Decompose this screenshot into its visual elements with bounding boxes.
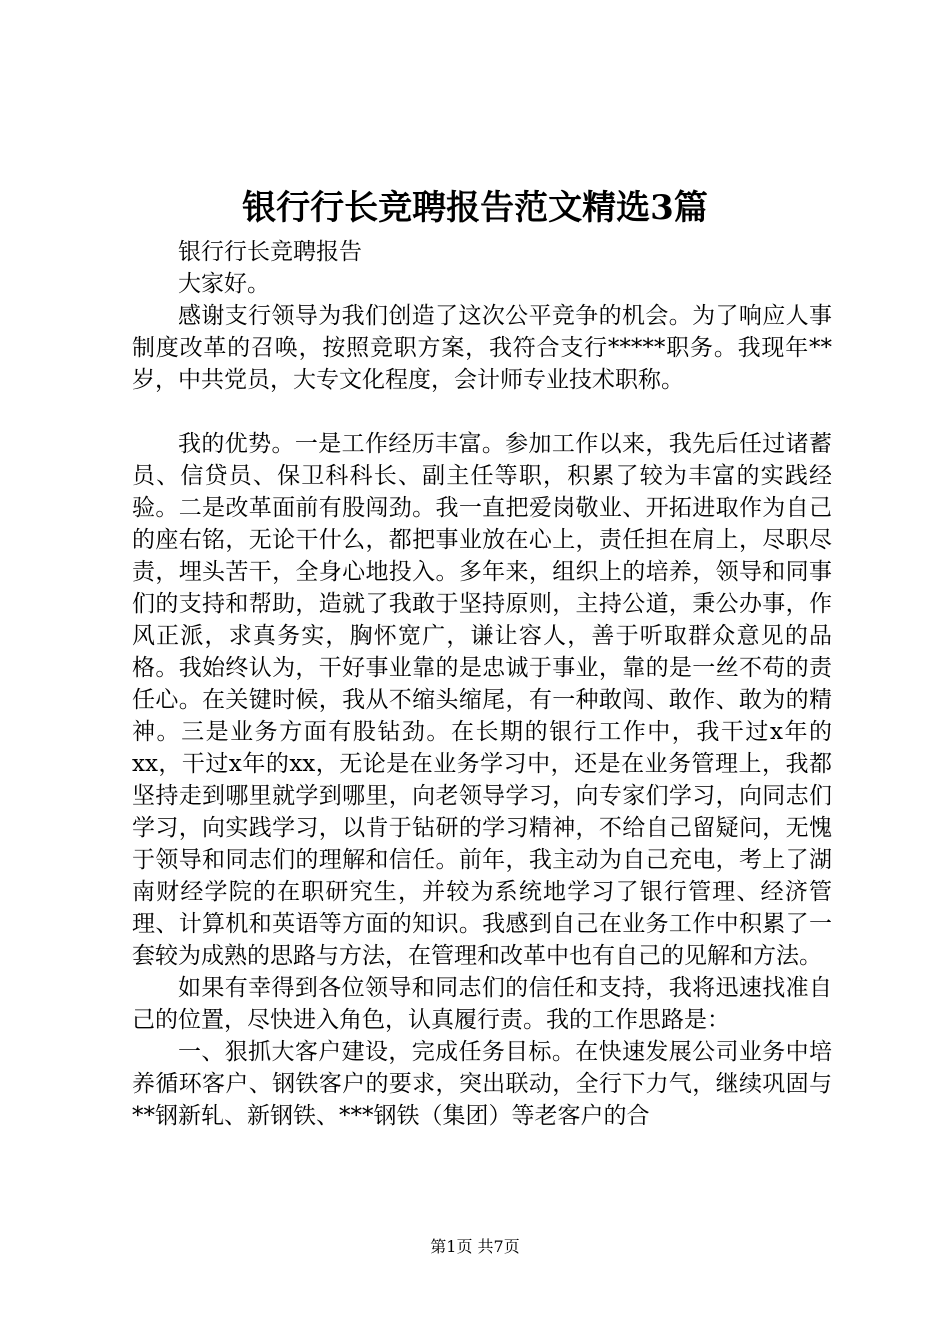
document-subtitle: 银行行长竞聘报告 (178, 239, 362, 265)
paragraph-plan: 如果有幸得到各位领导和同志们的信任和支持，我将迅速找准自己的位置，尽快进入角色，认真履行责。我的工作思路是： (132, 975, 832, 1033)
document-title: 银行行长竞聘报告范文精选3篇 (242, 188, 708, 228)
paragraph-intro: 感谢支行领导为我们创造了这次公平竞争的机会。为了响应人事制度改革的召唤，按照竞职方案，我符合支行*****职务。我现年**岁，中共党员，大专文化程度，会计师专业技术职称。 (132, 303, 832, 393)
page-number: 第1页 共7页 (430, 1237, 520, 1256)
greeting: 大家好。 (178, 271, 270, 297)
paragraph-point-one: 一、狠抓大客户建设，完成任务目标。在快速发展公司业务中培养循环客户、钢铁客户的要求，突出联动，全行下力气，继续巩固与**钢新轧、新钢铁、***钢铁（集团）等老客户的合 (132, 1039, 832, 1129)
paragraph-advantages: 我的优势。一是工作经历丰富。参加工作以来，我先后任过诸蓄员、信贷员、保卫科科长、副主任等职，积累了较为丰富的实践经验。二是改革面前有股闯劲。我一直把爱岗敬业、开拓进取作为自己的座右铭，无论干什么，都把事业放在心上，责任担在肩上，尽职尽责，埋头苦干，全身心地投入。多年来，组织上的培养，领导和同事们的支持和帮助，造就了我敢于坚持原则，主持公道，秉公办事，作风正派，求真务实，胸怀宽广，谦让容人，善于听取群众意见的品格。我始终认为，干好事业靠的是忠诚于事业，靠的是一丝不苟的责任心。在关键时候，我从不缩头缩尾，有一种敢闯、敢作、敢为的精神。三是业务方面有股钻劲。在长期的银行工作中，我干过x年的xx，干过x年的xx，无论是在业务学习中，还是在业务管理上，我都坚持走到哪里就学到哪里，向老领导学习，向专家们学习，向同志们学习，向实践学习，以肯于钻研的学习精神，不给自己留疑问，无愧于领导和同志们的理解和信任。前年，我主动为自己充电，考上了湖南财经学院的在职研究生，并较为系统地学习了银行管理、经济管理、计算机和英语等方面的知识。我感到自己在业务工作中积累了一套较为成熟的思路与方法，在管理和改革中也有自己的见解和方法。 (132, 431, 832, 969)
document-body (132, 236, 832, 1132)
